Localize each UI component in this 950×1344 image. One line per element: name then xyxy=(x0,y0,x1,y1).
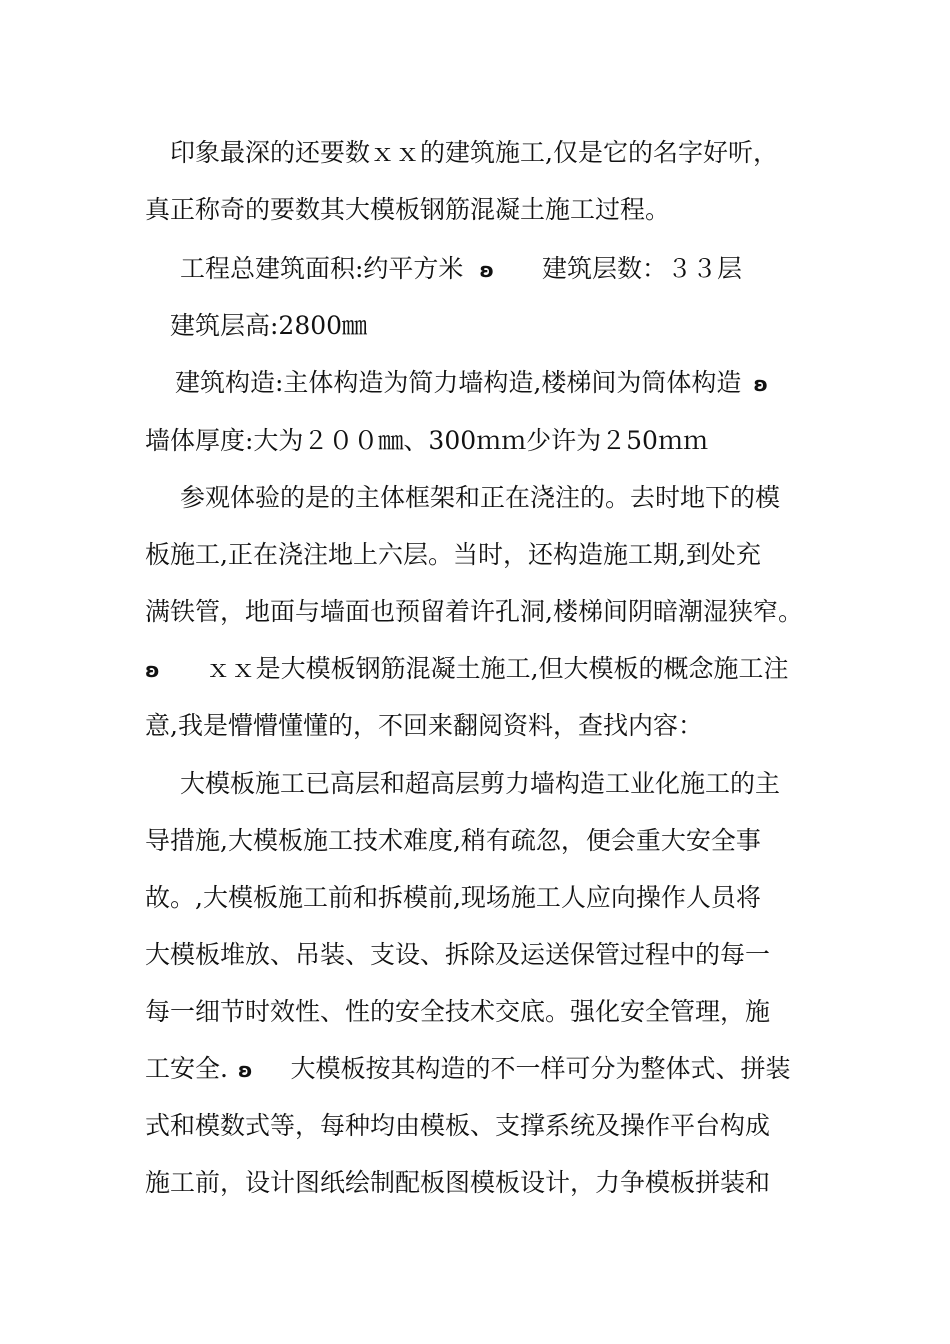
paragraph-line xyxy=(180,252,742,287)
paragraph-line: 建筑层高:2800㎜ xyxy=(170,311,368,340)
template-types-text: 大模板按其构造的不一样可分为整体式、拼装 xyxy=(290,1054,791,1083)
paragraph-line: 印象最深的还要数ｘｘ的建筑施工,仅是它的名字好听， xyxy=(170,138,778,167)
paragraph-line: 故。,大模板施工前和拆模前,现场施工人应向操作人员将 xyxy=(145,883,761,912)
structure-text: 建筑构造:主体构造为简力墙构造,楼梯间为筒体构造 xyxy=(175,368,742,397)
paragraph-line xyxy=(175,366,768,401)
paragraph-line: 式和模数式等，每种均由模板、支撑系统及操作平台构成 xyxy=(145,1111,771,1140)
floor-count-label: 建筑层数：３３层 xyxy=(541,254,742,283)
paragraph-line: 墙体厚度:大为２００㎜、300ｍｍ少许为２50ｍｍ xyxy=(145,426,708,455)
paragraph-line: 参观体验的是的主体框架和正在浇注的。去时地下的模 xyxy=(180,483,781,512)
paragraph-line: 每一细节时效性、性的安全技术交底。强化安全管理，施 xyxy=(145,997,771,1026)
safety-text: 工安全. xyxy=(145,1054,228,1083)
paragraph-mark-icon: ʚ xyxy=(479,258,495,282)
construction-text: ｘｘ是大模板钢筋混凝土施工,但大模板的概念施工注 xyxy=(205,654,789,683)
paragraph-line: 大模板堆放、吊装、支设、拆除及运送保管过程中的每一 xyxy=(145,940,771,969)
paragraph-line: 意,我是懵懵懂懂的，不回来翻阅资料，查找内容： xyxy=(145,711,703,740)
paragraph-line: 大模板施工已高层和超高层剪力墙构造工业化施工的主 xyxy=(180,769,781,798)
paragraph-mark-icon: ʚ xyxy=(237,1058,253,1082)
paragraph-line: 导措施,大模板施工技术难度,稍有疏忽，便会重大安全事 xyxy=(145,826,761,855)
paragraph-mark-icon: ʚ xyxy=(753,372,768,396)
paragraph-line: 真正称奇的要数其大模板钢筋混凝土施工过程。 xyxy=(145,195,671,224)
paragraph-line xyxy=(145,1052,791,1087)
paragraph-line: 满铁管，地面与墙面也预留着许孔洞,楼梯间阴暗潮湿狭窄。 xyxy=(145,597,803,626)
paragraph-mark-icon: ʚ xyxy=(145,658,160,682)
paragraph-line: 施工前，设计图纸绘制配板图模板设计，力争模板拼装和 xyxy=(145,1168,771,1197)
paragraph-line xyxy=(145,652,789,687)
paragraph-line: 板施工,正在浇注地上六层。当时，还构造施工期,到处充 xyxy=(145,540,761,569)
building-area-label: 工程总建筑面积:约平方米 xyxy=(180,254,464,283)
